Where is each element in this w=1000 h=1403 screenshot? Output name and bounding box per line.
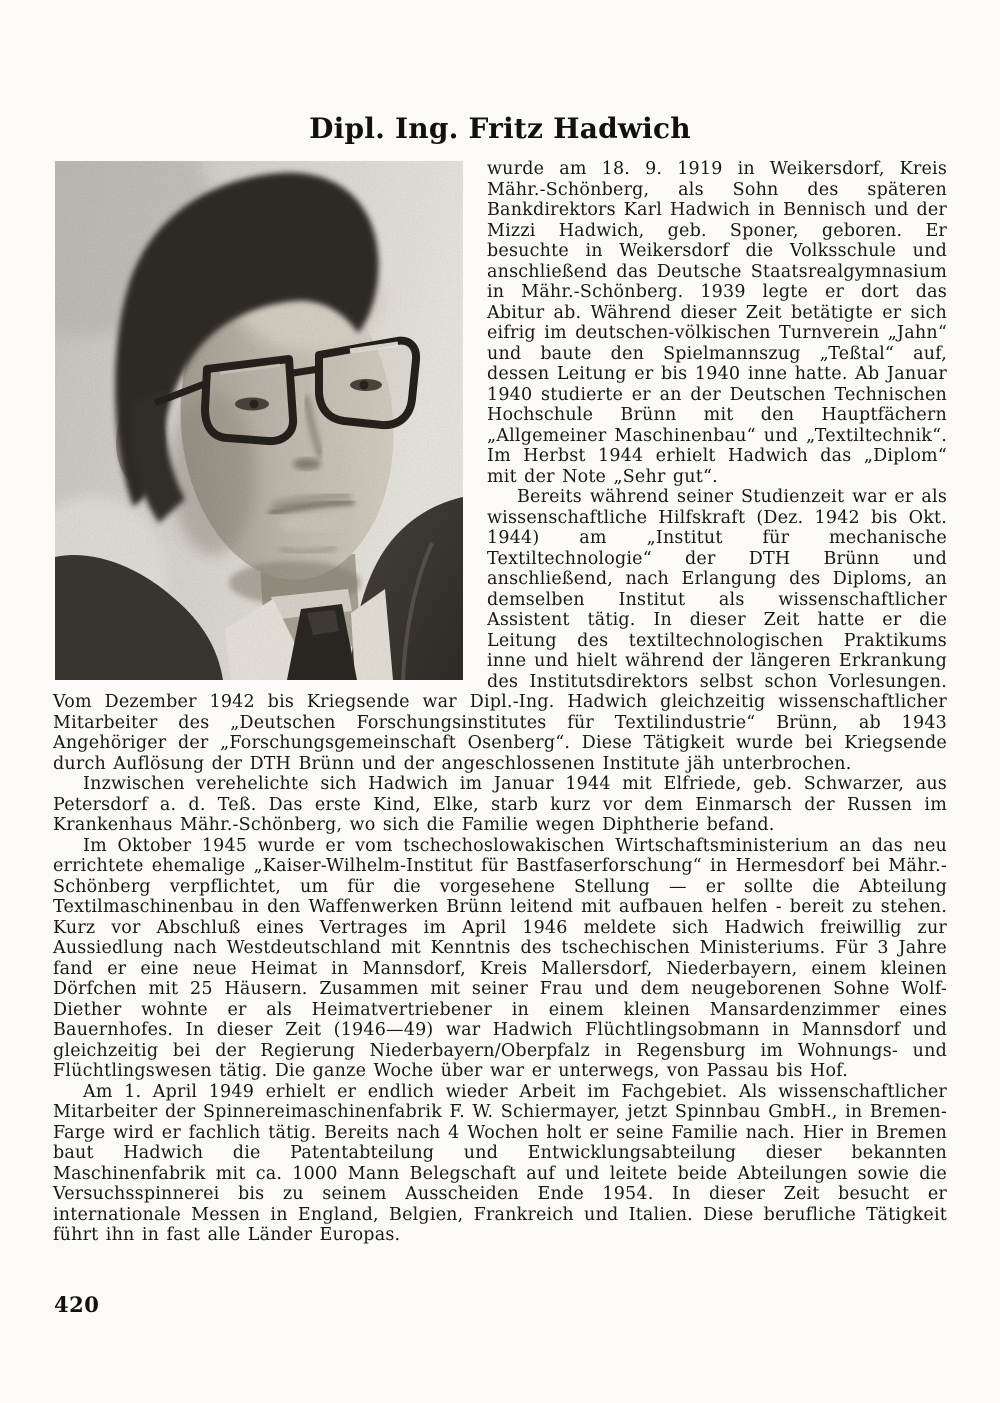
paragraph-2: Bereits während seiner Studienzeit war er als wissenschaftliche Hilfskraft (Dez. 1942 bis Okt. 1944) am „Institut für mechanische Textiltechnologie“ der DTH Brünn und anschließend, nach Erlangung des Diploms, an demselben Institut als wissenschaftlicher Assistent tätig. In dieser Zeit hatte er die Leitung des textiltechnologischen Praktikums inne und hielt während der längeren Erkrankung des Institutsdirektors selbst schon Vorlesungen. Vom Dezember 1942 bis Kriegsende war Dipl.-Ing. Hadwich gleichzeitig wissenschaftlicher Mitarbeiter des „Deutschen Forschungsinstitutes für Textilindustrie“ Brünn, ab 1943 Angehöriger der „Forschungsgemeinschaft Osenberg“. Diese Tätigkeit wurde bei Kriegsende durch Auflösung der DTH Brünn und der angeschlossenen Institute jäh unterbrochen. <box>53 487 947 774</box>
paragraph-5: Am 1. April 1949 erhielt er endlich wieder Arbeit im Fachgebiet. Als wissenschaftlicher Mitarbeiter der Spinnereimaschinenfabrik F. W. Schiermayer, jetzt Spinnbau GmbH., in Bremen-Farge wird er fachlich tätig. Bereits nach 4 Wochen holt er seine Familie nach. Hier in Bremen baut Hadwich die Patentabteilung und Entwicklungsabteilung dieser bekannten Maschinenfabrik mit ca. 1000 Mann Belegschaft auf und leitete beide Abteilungen sowie die Versuchsspinnerei bis zu seinem Ausscheiden Ende 1954. In dieser Zeit besucht er internationale Messen in England, Belgien, Frankreich und Italien. Diese berufliche Tätigkeit führt ihn in fast alle Länder Europas. <box>53 1081 947 1245</box>
paragraph-4: Im Oktober 1945 wurde er vom tschechoslowakischen Wirtschaftsministerium an das neu errichtete ehemalige „Kaiser-Wilhelm-Institut für Bastfaserforschung“ in Hermesdorf bei Mähr.-Schönberg verpflichtet, um für die vorgesehene Stellung — er sollte die Abteilung Textilmaschinenbau in den Waffenwerken Brünn leitend mit aufbauen helfen - bereit zu stehen. Kurz vor Abschluß eines Vertrages im April 1946 meldete sich Hadwich freiwillig zur Aussiedlung nach Westdeutschland mit Kenntnis des tschechischen Ministeriums. Für 3 Jahre fand er eine neue Heimat in Mannsdorf, Kreis Mallersdorf, Niederbayern, einem kleinen Dörfchen mit 25 Häusern. Zusammen mit seiner Frau und dem neugeborenen Sohne Wolf-Diether wohnte er als Heimatvertriebener in einem kleinen Mansardenzimmer eines Bauernhofes. In dieser Zeit (1946—49) war Hadwich Flüchtlingsobmann in Mannsdorf und gleichzeitig bei der Regierung Niederbayern/Oberpfalz in Regensburg im Wohnungs- und Flüchtlingswesen tätig. Die ganze Woche über war er unterwegs, von Passau bis Hof. <box>53 835 947 1081</box>
paragraph-1: wurde am 18. 9. 1919 in Weikersdorf, Kreis Mähr.-Schönberg, als Sohn des späteren Bankdirektors Karl Hadwich in Bennisch und der Mizzi Hadwich, geb. Sponer, geboren. Er besuchte in Weikersdorf die Volksschule und anschließend das Deutsche Staatsrealgymnasium in Mähr.-Schönberg. 1939 legte er dort das Abitur ab. Während dieser Zeit betätigte er sich eifrig im deutschen-völkischen Turnverein „Jahn“ und baute den Spielmannszug „Teßtal“ auf, dessen Leitung er bis 1940 inne hatte. Ab Januar 1940 studierte er an der Deutschen Technischen Hochschule Brünn mit den Hauptfächern „Allgemeiner Maschinenbau“ und „Textiltechnik“. Im Herbst 1944 erhielt Hadwich das „Diplom“ mit der Note „Sehr gut“. <box>487 159 947 487</box>
article-body <box>53 159 947 1246</box>
paragraph-3: Inzwischen verehelichte sich Hadwich im Januar 1944 mit Elfriede, geb. Schwarzer, aus Petersdorf a. d. Teß. Das erste Kind, Elke, starb kurz vor dem Einmarsch der Russen im Krankenhaus Mähr.-Schönberg, wo sich die Familie wegen Diphtherie befand. <box>53 774 947 835</box>
portrait-photo <box>55 161 463 680</box>
page-title: Dipl. Ing. Fritz Hadwich <box>309 112 691 145</box>
page-number: 420 <box>54 1292 100 1317</box>
portrait-illustration <box>55 161 463 680</box>
